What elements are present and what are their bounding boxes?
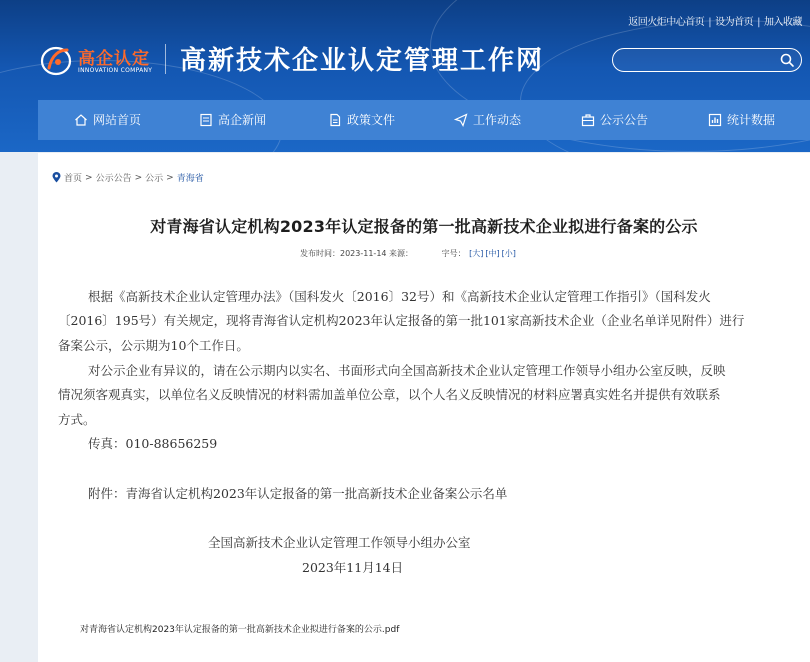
article-paragraph-line: 〔2016〕195号）有关规定，现将青海省认定机构2023年认定报备的第一批101家高新技术企业（企业名单详见附件）进行 [58,313,745,328]
logo-divider [165,44,166,74]
logo-text: 高企认定 [78,49,150,69]
font-medium-button[interactable]: [中] [485,249,500,258]
search-icon[interactable] [779,52,795,68]
nav-home[interactable] [74,100,141,140]
search-box [612,48,802,72]
nav-work[interactable] [454,100,521,140]
attachment-link[interactable]: 对青海省认定机构2023年认定报备的第一批高新技术企业拟进行备案的公示.pdf [80,625,400,635]
main-nav [38,100,810,140]
source-label: 来源： [389,249,414,258]
news-icon [199,113,213,127]
breadcrumb-public[interactable]: 公示 [145,174,164,184]
font-size-controls [442,249,517,258]
nav-label: 政策文件 [347,113,396,127]
article-panel [38,153,810,662]
font-size-label: 字号： [441,249,466,258]
search-input[interactable] [625,51,779,71]
article-paragraph-line: 方式。 [58,412,96,427]
send-icon [454,113,468,127]
top-links: 返回火炬中心首页 | 设为首页 | 加入收藏 [628,17,802,28]
page-margin [0,153,38,662]
nav-label: 公示公告 [600,113,649,127]
logo-subtext: INNOVATION COMPANY [78,67,153,74]
site-title: 高新技术企业认定管理工作网 [180,46,545,76]
nav-stats[interactable] [708,100,775,140]
nav-label: 工作动态 [473,113,522,127]
publish-label: 发布时间： [300,249,340,258]
home-icon [74,113,88,127]
breadcrumb-notice[interactable]: 公示公告 [95,174,132,184]
article-paragraph-line: 根据《高新技术企业认定管理办法》（国科发火〔2016〕32号）和《高新技术企业认定管理工作指引》（国科发火 [88,289,711,304]
article-title: 对青海省认定机构2023年认定报备的第一批高新技术企业拟进行备案的公示 [150,217,698,236]
chart-icon [708,113,722,127]
favorite-link[interactable]: 加入收藏 [764,17,802,28]
breadcrumb-separator: > [85,172,93,183]
nav-label: 高企新闻 [218,113,267,127]
briefcase-icon [581,113,595,127]
logo-icon [40,44,72,76]
attachment-note: 附件：青海省认定机构2023年认定报备的第一批高新技术企业备案公示名单 [88,486,508,501]
signature-org: 全国高新技术企业认定管理工作领导小组办公室 [208,535,471,550]
signature-date: 2023年11月14日 [302,560,404,575]
nav-news[interactable] [199,100,266,140]
nav-label: 统计数据 [727,113,776,127]
breadcrumb-home[interactable]: 首页 [64,174,83,184]
set-home-link[interactable]: 设为首页 [715,17,754,28]
breadcrumb [52,171,204,184]
home-center-link[interactable]: 返回火炬中心首页 [628,17,705,28]
article-paragraph-line: 情况须客观真实，以单位名义反映情况的材料需加盖单位公章，以个人名义反映情况的材料应署真实姓名并提供有效联系 [58,387,721,402]
nav-label: 网站首页 [93,113,142,127]
breadcrumb-separator: > [134,172,143,183]
document-icon [328,113,342,127]
font-small-button[interactable]: [小] [501,249,516,258]
fax-line: 传真：010-88656259 [88,436,218,451]
breadcrumb-separator: > [166,172,174,183]
breadcrumb-current[interactable]: 青海省 [176,174,204,184]
nav-notice[interactable] [581,100,648,140]
location-pin-icon [52,172,61,183]
site-header [0,0,810,152]
nav-policy[interactable] [328,100,395,140]
font-large-button[interactable]: [大] [469,249,484,258]
article-meta [300,248,517,259]
article-paragraph-line: 备案公示，公示期为10个工作日。 [58,338,249,353]
publish-time: 2023-11-14 [340,249,387,258]
article-paragraph-line: 对公示企业有异议的，请在公示期内以实名、书面形式向全国高新技术企业认定管理工作领导小组办公室反映，反映 [88,363,726,378]
